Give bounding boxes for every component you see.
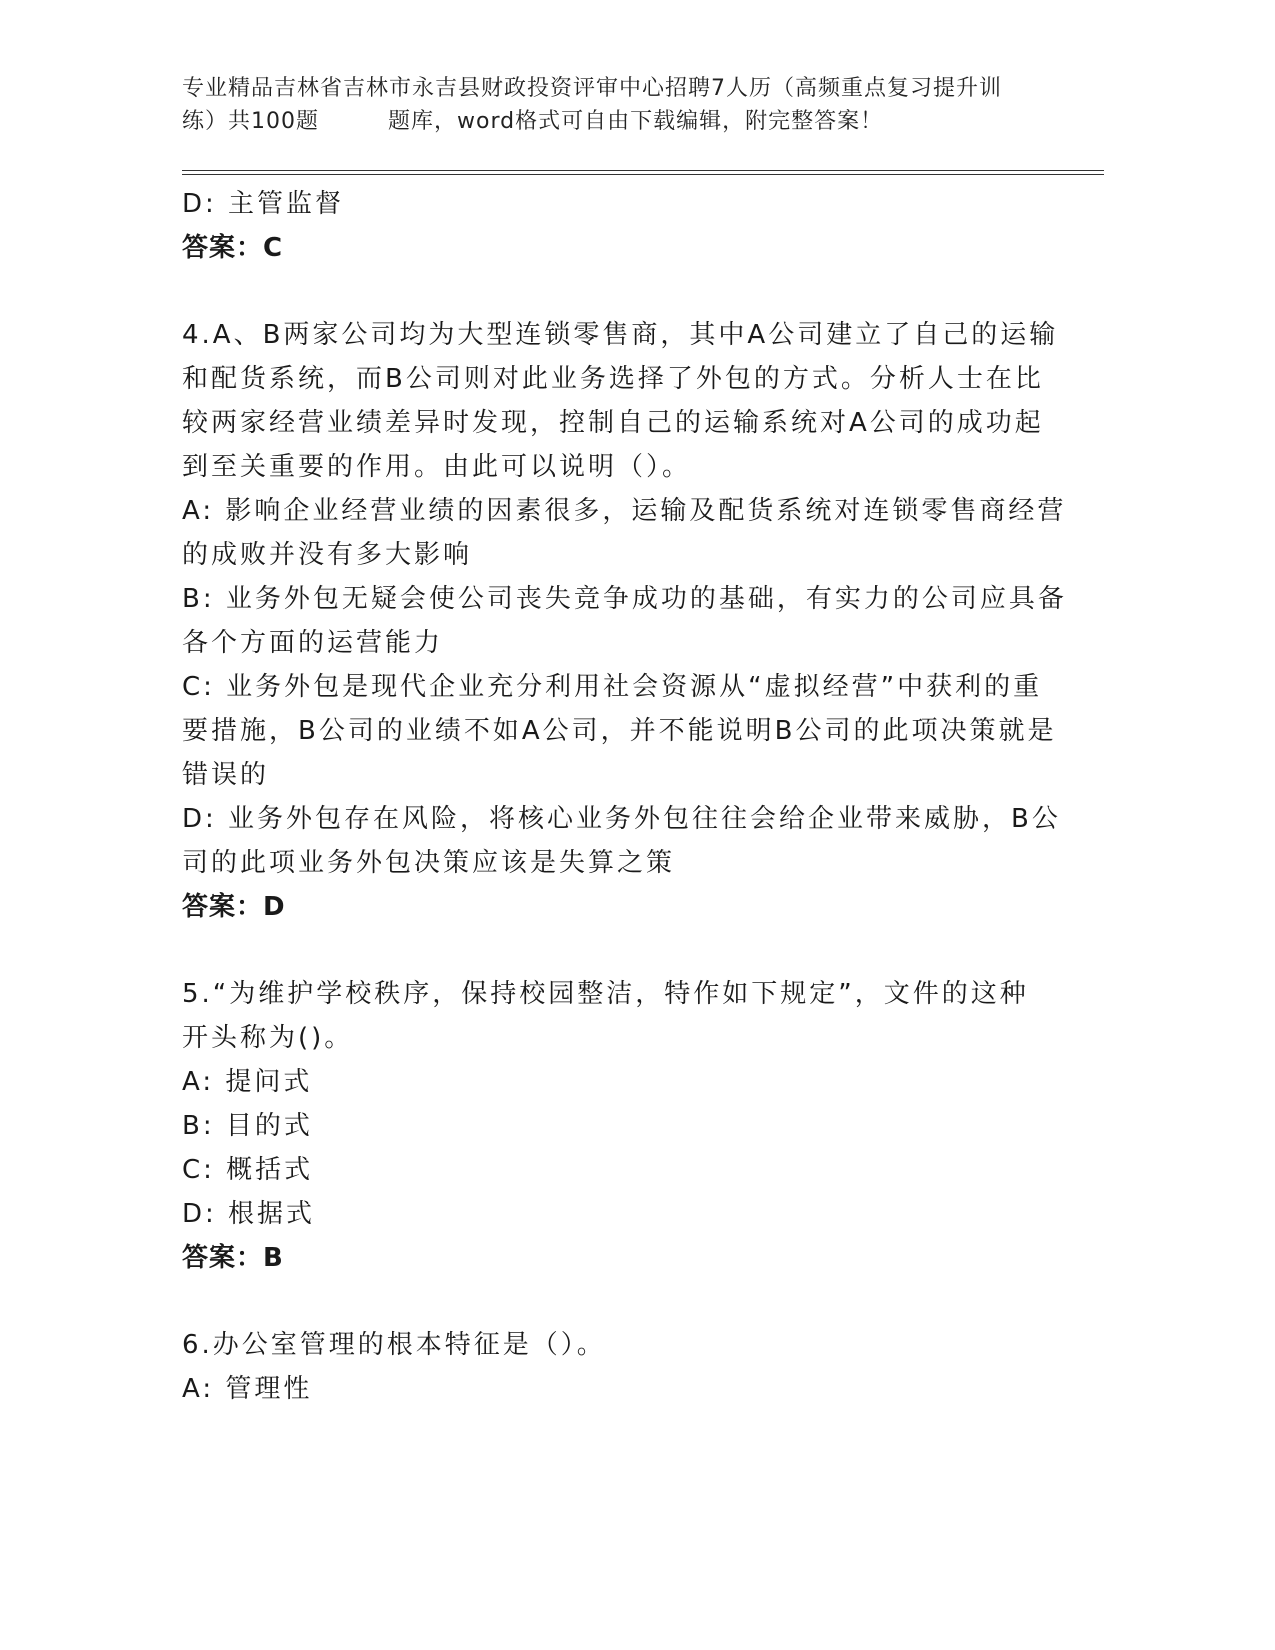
page-header bbox=[182, 72, 1082, 138]
q3-answer: 答案：C bbox=[182, 233, 284, 263]
q4-stem-line: 较两家经营业绩差异时发现，控制自己的运输系统对A公司的成功起 bbox=[182, 408, 1044, 438]
question-spacer bbox=[182, 929, 1062, 972]
q4-option-c-line: C: 业务外包是现代企业充分利用社会资源从“虚拟经营”中获利的重 bbox=[182, 672, 1043, 702]
q6-option-a: A: 管理性 bbox=[182, 1374, 313, 1404]
q5-answer: 答案：B bbox=[182, 1243, 284, 1273]
header-rule-bottom bbox=[182, 174, 1104, 175]
q4-stem-line: 到至关重要的作用。由此可以说明（）。 bbox=[182, 452, 692, 482]
question-3-tail bbox=[182, 182, 1062, 270]
question-5 bbox=[182, 972, 1062, 1280]
q5-option-a: A: 提问式 bbox=[182, 1067, 313, 1097]
q4-option-a-line: 的成败并没有多大影响 bbox=[182, 540, 473, 570]
q4-option-d-line: 司的此项业务外包决策应该是失算之策 bbox=[182, 848, 676, 878]
q4-option-a-line: A: 影响企业经营业绩的因素很多，运输及配货系统对连锁零售商经营 bbox=[182, 496, 1067, 526]
question-spacer bbox=[182, 1280, 1062, 1323]
q5-option-c: C: 概括式 bbox=[182, 1155, 314, 1185]
q5-stem-line: 开头称为()。 bbox=[182, 1023, 354, 1053]
header-title-line-1: 专业精品吉林省吉林市永吉县财政投资评审中心招聘7人历（高频重点复习提升训 bbox=[182, 76, 1002, 101]
header-rule-top bbox=[182, 170, 1104, 171]
question-content bbox=[182, 182, 1067, 1411]
q4-option-c-line: 错误的 bbox=[182, 760, 270, 790]
q4-option-b-line: B: 业务外包无疑会使公司丧失竞争成功的基础，有实力的公司应具备 bbox=[182, 584, 1067, 614]
q4-stem-line: 和配货系统，而B公司则对此业务选择了外包的方式。分析人士在比 bbox=[182, 364, 1044, 394]
question-4 bbox=[182, 313, 1067, 929]
q3-option-d: D: 主管监督 bbox=[182, 189, 345, 219]
q5-stem-line: 5.“为维护学校秩序，保持校园整洁，特作如下规定”，文件的这种 bbox=[182, 979, 1029, 1009]
q6-stem: 6.办公室管理的根本特征是（）。 bbox=[182, 1330, 606, 1360]
header-title-line-2: 练）共100题 题库，word格式可自由下载编辑，附完整答案！ bbox=[182, 109, 884, 134]
q4-option-c-line: 要措施，B公司的业绩不如A公司，并不能说明B公司的此项决策就是 bbox=[182, 716, 1057, 746]
question-spacer bbox=[182, 270, 1062, 313]
q4-option-d-line: D: 业务外包存在风险，将核心业务外包往往会给企业带来威胁，B公 bbox=[182, 804, 1061, 834]
q5-option-b: B: 目的式 bbox=[182, 1111, 313, 1141]
question-6 bbox=[182, 1323, 1062, 1411]
q4-option-b-line: 各个方面的运营能力 bbox=[182, 628, 444, 658]
q4-stem-line: 4.A、B两家公司均为大型连锁零售商，其中A公司建立了自己的运输 bbox=[182, 320, 1059, 350]
q5-option-d: D: 根据式 bbox=[182, 1199, 316, 1229]
q4-answer: 答案：D bbox=[182, 892, 286, 922]
